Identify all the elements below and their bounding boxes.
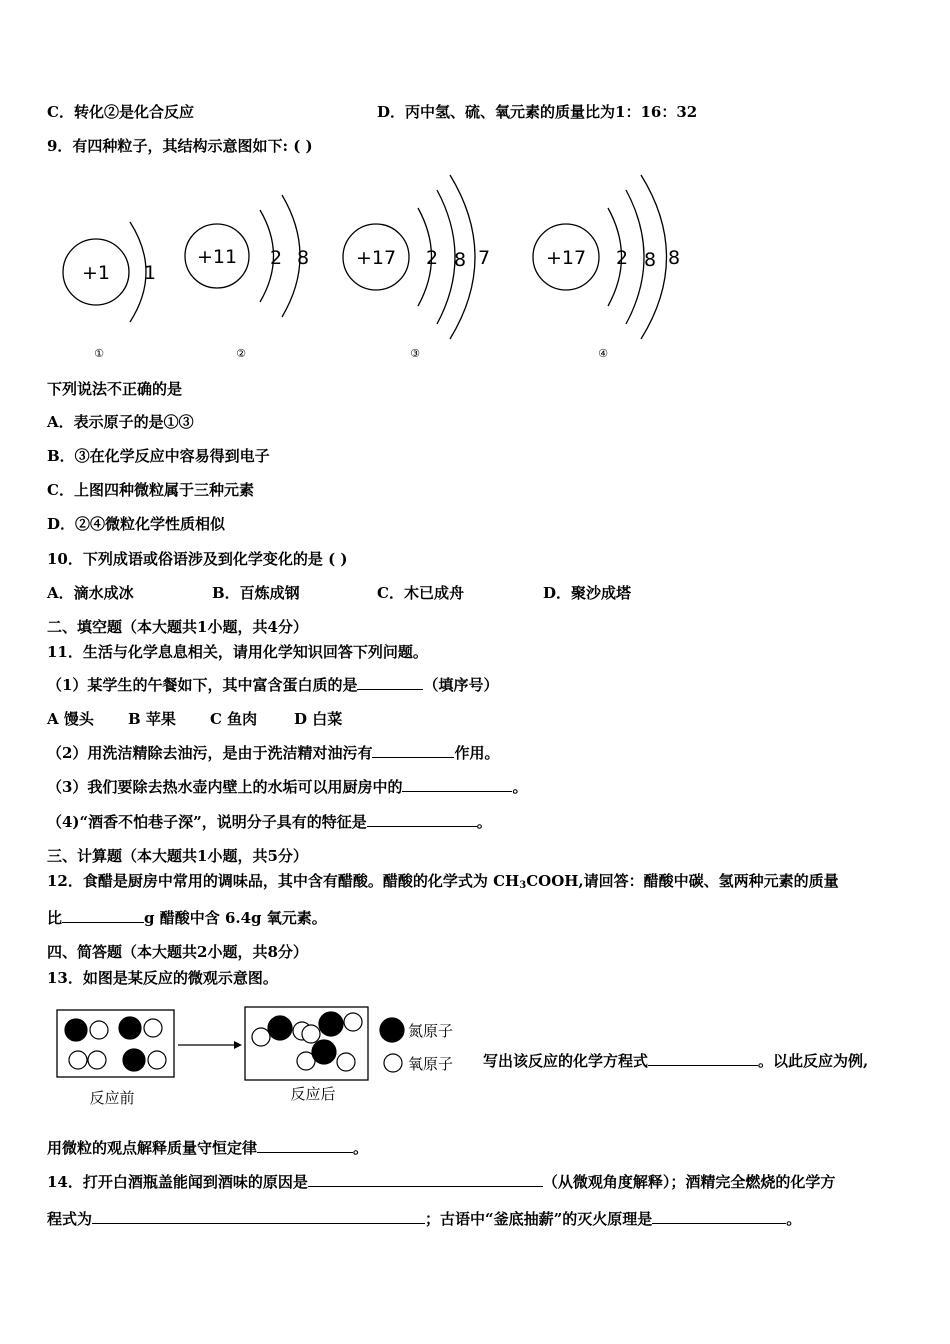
q12-line2-b: g 醋酸中含 6.4g 氧元素。: [144, 909, 327, 927]
diagram2-label: ②: [236, 347, 246, 360]
q11-choice-d: D 白菜: [294, 710, 343, 728]
q14-reason-blank: [308, 1172, 543, 1187]
q11-stem: 11．生活与化学息息相关，请用化学知识回答下列问题。: [47, 643, 428, 661]
q13-side-before: 写出该反应的化学方程式: [483, 1052, 649, 1070]
q13-side-after: 。以此反应为例,: [758, 1052, 869, 1070]
section3-title: 三、计算题（本大题共1小题，共5分）: [47, 847, 308, 865]
q13-side-text: [483, 1051, 868, 1071]
q11-part1: [47, 675, 498, 695]
diagram4-shell-count-1: 2: [615, 247, 629, 269]
q13-stem: 13．如图是某反应的微观示意图。: [47, 969, 278, 987]
diagram3-shell-count-1: 2: [425, 247, 439, 269]
q11-part2-blank: [372, 743, 454, 758]
q8-option-c: C．转化②是化合反应: [47, 103, 194, 121]
q12-blank: [62, 908, 144, 923]
q11-part1-blank: [357, 675, 423, 690]
legend-white-label: 氧原子: [408, 1055, 454, 1073]
q10-option-a: A．滴水成冰: [47, 584, 134, 602]
diagram4-shell-2: [626, 190, 644, 324]
after-o-atom-1: [252, 1028, 270, 1046]
q8-option-d: D．丙中氢、硫、氧元素的质量比为1：16：32: [377, 103, 698, 121]
q11-choice-b: B 苹果: [128, 710, 176, 728]
reaction-arrow-head: [234, 1041, 242, 1049]
section2-title: 二、填空题（本大题共1小题，共4分）: [47, 618, 308, 636]
legend-n-atom: [380, 1018, 404, 1042]
q12-line1-b: COOH,请回答：醋酸中碳、氢两种元素的质量: [526, 872, 839, 890]
q11-part1-note: （填序号）: [423, 676, 499, 694]
q11-part3-blank: [402, 777, 512, 792]
before-n-atom-1: [65, 1019, 87, 1041]
q14-line1-text: 14．打开白酒瓶盖能闻到酒味的原因是: [47, 1173, 308, 1191]
q13-line2: [47, 1138, 368, 1158]
q11-part4-text: （4)“酒香不怕巷子深”，说明分子具有的特征是: [47, 813, 367, 831]
q14-line1: [47, 1172, 835, 1192]
diagram1-label: ①: [94, 347, 104, 360]
diagram4-nucleus: +17: [545, 247, 587, 269]
q13-line2-end: 。: [353, 1139, 369, 1157]
q9-option-c: C．上图四种微粒属于三种元素: [47, 481, 254, 499]
before-o-atom-2: [144, 1019, 162, 1037]
section4-title: 四、简答题（本大题共2小题，共8分）: [47, 943, 308, 961]
q14-line2: [47, 1209, 801, 1229]
diagram2-nucleus: +11: [196, 246, 238, 268]
q11-part1-text: （1）某学生的午餐如下，其中富含蛋白质的是: [47, 676, 358, 694]
q11-part3: [47, 777, 527, 797]
diagram4-shell-count-2: 8: [643, 249, 657, 271]
before-n-atom-2: [119, 1017, 141, 1039]
q10-stem: 10．下列成语或俗语涉及到化学变化的是 ( ): [47, 550, 348, 568]
diagram3-nucleus: +17: [355, 247, 397, 269]
diagram1-shell-count-1: 1: [143, 262, 157, 284]
diagram3-shell-count-3: 7: [477, 247, 491, 269]
q11-part2-text: （2）用洗洁精除去油污，是由于洗洁精对油污有: [47, 744, 373, 762]
after-o-atom-4: [344, 1013, 362, 1031]
atomic-structure-diagrams: [0, 160, 950, 370]
diagram4-label: ④: [598, 347, 608, 360]
q13-equation-blank: [648, 1051, 758, 1066]
q11-part4: [47, 812, 492, 832]
q14-line1-end: （从微观角度解释）；酒精完全燃烧的化学方: [542, 1173, 836, 1191]
before-o-atom-1: [90, 1021, 108, 1039]
q14-principle-blank: [652, 1209, 786, 1224]
q14-line2-b: ；古语中“釜底抽薪”的灭火原理是: [425, 1210, 653, 1228]
q11-choice-a: A 馒头: [47, 710, 94, 728]
after-n-atom-1: [268, 1016, 292, 1040]
q10-option-c: C．木已成舟: [377, 584, 464, 602]
diagram3-shell-2: [437, 190, 455, 324]
q9-stem: 9．有四种粒子，其结构示意图如下: ( ): [47, 137, 313, 155]
q14-equation-blank: [92, 1209, 425, 1224]
before-n-atom-3: [123, 1049, 145, 1071]
q10-option-b: B．百炼成钢: [212, 584, 300, 602]
legend-black-label: 氮原子: [408, 1022, 454, 1040]
diagram1-nucleus: +1: [81, 262, 111, 284]
q9-option-d: D．②④微粒化学性质相似: [47, 515, 226, 533]
diagram3-label: ③: [410, 347, 420, 360]
q9-option-b: B．③在化学反应中容易得到电子: [47, 447, 270, 465]
q11-part3-end: 。: [512, 778, 528, 796]
legend-o-atom: [384, 1054, 402, 1072]
q12-line1: [47, 871, 839, 896]
q12-line2-a: 比: [47, 909, 63, 927]
after-n-atom-3: [312, 1040, 336, 1064]
q11-part3-text: （3）我们要除去热水壶内壁上的水垢可以用厨房中的: [47, 778, 403, 796]
before-o-atom-3: [69, 1051, 87, 1069]
diagram3-shell-count-2: 8: [453, 249, 467, 271]
q13-line2-text: 用微粒的观点解释质量守恒定律: [47, 1139, 258, 1157]
after-o-atom-6: [337, 1053, 355, 1071]
q12-line2: [47, 908, 327, 928]
q11-choice-c: C 鱼肉: [210, 710, 258, 728]
q11-part4-end: 。: [476, 813, 492, 831]
q14-line2-c: 。: [786, 1210, 802, 1228]
q11-part4-blank: [367, 812, 477, 827]
after-label: 反应后: [290, 1085, 336, 1103]
q14-line2-a: 程式为: [47, 1210, 93, 1228]
q11-part2: [47, 743, 499, 763]
q9-option-a: A．表示原子的是①③: [47, 413, 194, 431]
before-label: 反应前: [89, 1089, 135, 1107]
diagram2-shell-count-1: 2: [269, 247, 283, 269]
q12-line1-a: 12．食醋是厨房中常用的调味品，其中含有醋酸。醋酸的化学式为 CH: [47, 872, 520, 890]
q10-option-d: D．聚沙成塔: [543, 584, 632, 602]
after-o-atom-3: [302, 1025, 320, 1043]
reaction-micro-diagram: [50, 1000, 480, 1112]
q12-line1-sub: 3: [519, 880, 527, 891]
before-o-atom-4: [88, 1051, 106, 1069]
q11-part2-end: 作用。: [454, 744, 500, 762]
diagram4-shell-count-3: 8: [667, 247, 681, 269]
diagram2-shell-count-2: 8: [296, 247, 310, 269]
q13-explain-blank: [257, 1138, 353, 1153]
q9-prompt: 下列说法不正确的是: [47, 380, 183, 398]
after-n-atom-2: [319, 1012, 343, 1036]
before-o-atom-5: [148, 1051, 166, 1069]
